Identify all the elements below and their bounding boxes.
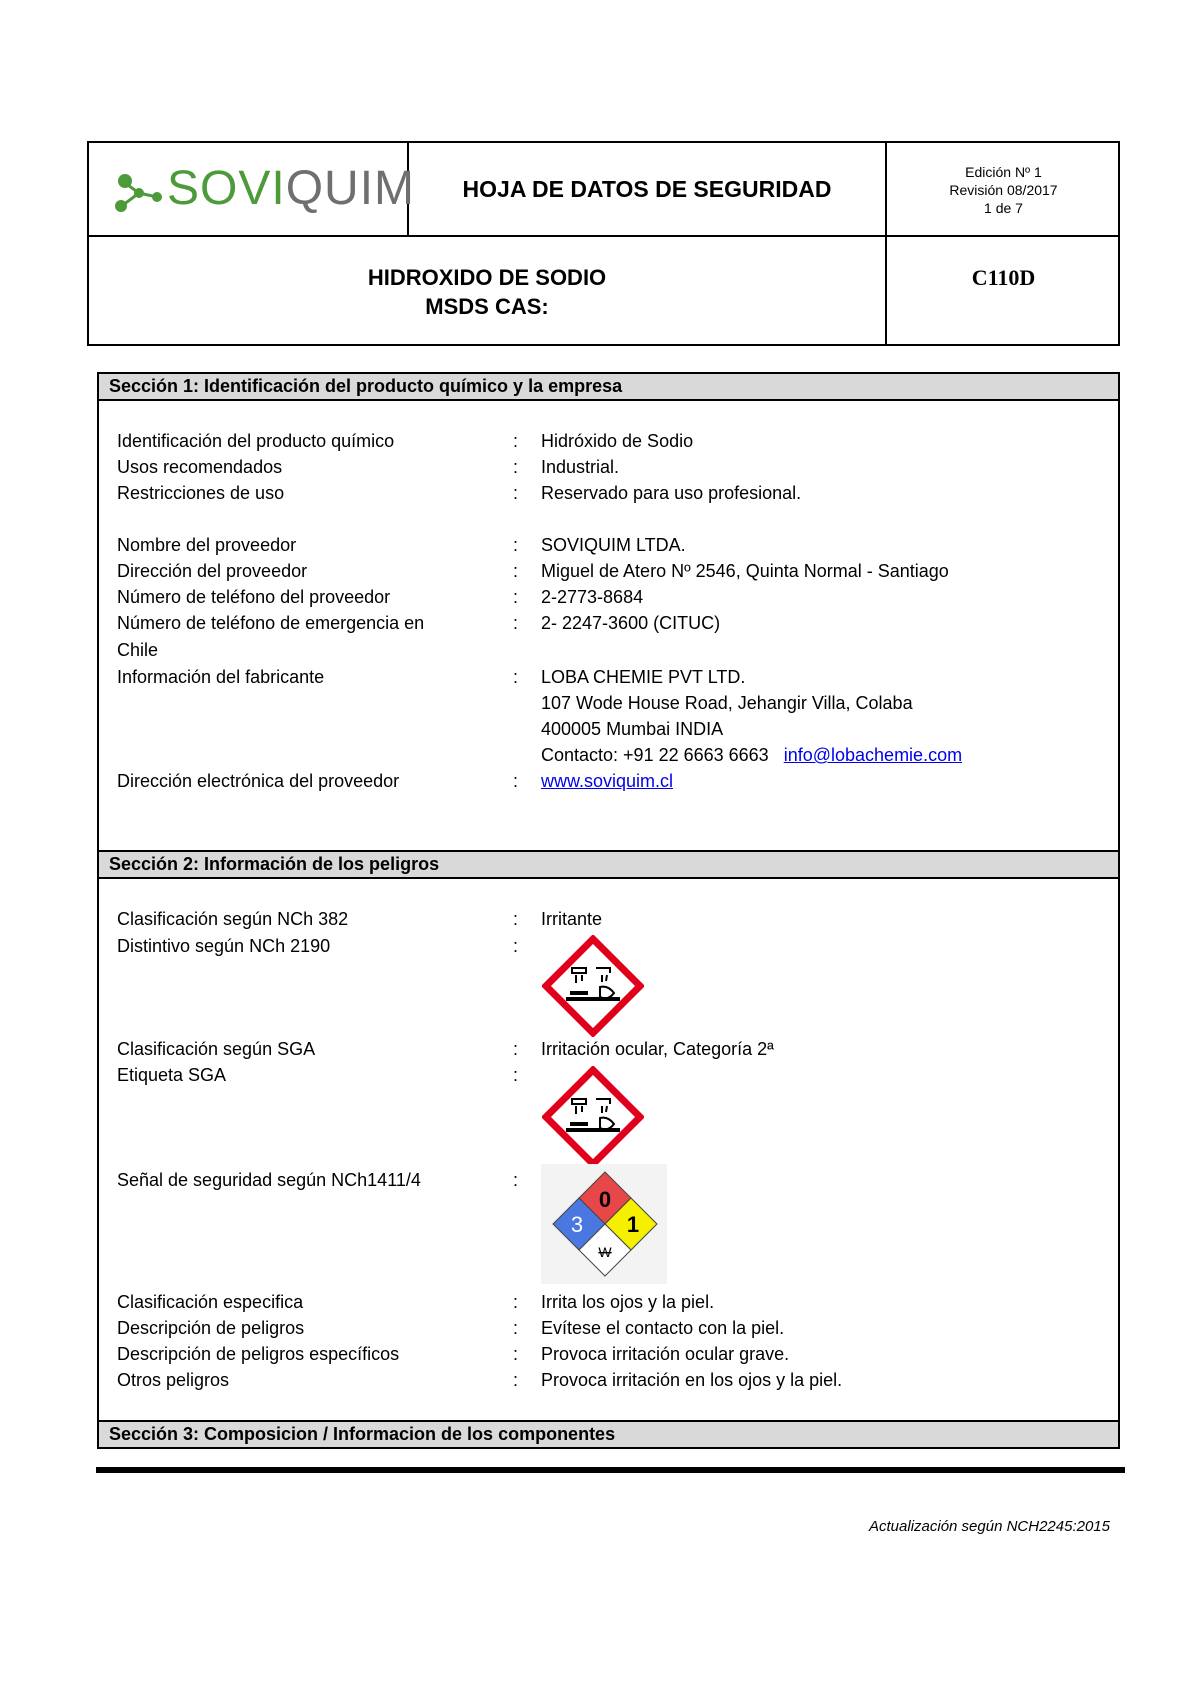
field-value: 107 Wode House Road, Jehangir Villa, Colaba	[541, 693, 913, 713]
field-label: Señal de seguridad según NCh1411/4	[117, 1170, 421, 1190]
field-value: Provoca irritación ocular grave.	[541, 1344, 790, 1364]
product-title	[89, 237, 885, 346]
field-label: Clasificación según SGA	[117, 1039, 316, 1059]
field-value: Irritación ocular, Categoría 2ª	[541, 1039, 774, 1059]
field-value: Provoca irritación en los ojos y la piel.	[541, 1370, 843, 1390]
field-colon: :	[513, 909, 519, 929]
field-colon: :	[513, 1318, 519, 1338]
field-label: Distintivo según NCh 2190	[117, 936, 331, 956]
section-1-title: Sección 1: Identificación del producto químico y la empresa	[97, 372, 1120, 401]
company-logo	[111, 155, 416, 225]
field-value: Irrita los ojos y la piel.	[541, 1292, 715, 1312]
field-label: Restricciones de uso	[117, 483, 285, 503]
field-value: Evítese el contacto con la piel.	[541, 1318, 785, 1338]
nfpa-diamond-icon	[541, 1164, 667, 1284]
field-value: Hidróxido de Sodio	[541, 431, 694, 451]
field-label: Chile	[117, 640, 159, 660]
product-name: HIDROXIDO DE SODIO	[367, 265, 607, 290]
field-colon: :	[513, 667, 519, 687]
logo-wordmark	[167, 161, 415, 216]
field-colon: :	[513, 483, 519, 503]
field-colon: :	[513, 561, 519, 581]
molecule-icon	[111, 163, 167, 219]
field-label: Descripción de peligros específicos	[117, 1344, 400, 1364]
field-value: Reservado para uso profesional.	[541, 483, 802, 503]
field-colon: :	[513, 1292, 519, 1312]
page-count: 1 de 7	[984, 199, 1023, 216]
footer-rule	[96, 1467, 1125, 1473]
field-value: 2-2773-8684	[541, 587, 644, 607]
field-colon: :	[513, 457, 519, 477]
field-label: Descripción de peligros	[117, 1318, 305, 1338]
field-label: Número de teléfono del proveedor	[117, 587, 391, 607]
nfpa-flammability: 0	[598, 1187, 612, 1212]
field-label: Información del fabricante	[117, 667, 325, 687]
field-value: Irritante	[541, 909, 603, 929]
field-label: Clasificación según NCh 382	[117, 909, 349, 929]
field-colon: :	[513, 535, 519, 555]
field-colon: :	[513, 771, 519, 791]
field-colon: :	[513, 936, 519, 956]
field-value	[541, 742, 962, 768]
field-colon: :	[513, 1370, 519, 1390]
logo-text-grey: QUIM	[285, 162, 416, 215]
field-colon: :	[513, 431, 519, 451]
ghs-corrosion-pictogram-icon	[542, 1066, 644, 1168]
product-sub: MSDS CAS:	[425, 294, 549, 319]
section-2-title: Sección 2: Información de los peligros	[97, 850, 1120, 879]
contact-phone: Contacto: +91 22 6663 6663	[541, 745, 769, 765]
document-title: HOJA DE DATOS DE SEGURIDAD	[462, 176, 832, 202]
field-colon: :	[513, 587, 519, 607]
document-header	[87, 141, 1120, 346]
field-label: Etiqueta SGA	[117, 1065, 227, 1085]
field-label: Dirección del proveedor	[117, 561, 308, 581]
section-3-title: Sección 3: Composicion / Informacion de los componentes	[97, 1420, 1120, 1449]
field-label: Identificación del producto químico	[117, 431, 395, 451]
field-colon: :	[513, 1170, 519, 1190]
supplier-website-link[interactable]: www.soviquim.cl	[541, 771, 674, 791]
field-label: Otros peligros	[117, 1370, 230, 1390]
product-code: C110D	[971, 265, 1036, 290]
logo-text-green: SOVI	[167, 162, 286, 215]
field-colon: :	[513, 1039, 519, 1059]
field-label: Clasificación especifica	[117, 1292, 304, 1312]
field-label: Nombre del proveedor	[117, 535, 297, 555]
field-colon: :	[513, 1065, 519, 1085]
field-colon: :	[513, 613, 519, 633]
field-colon: :	[513, 1344, 519, 1364]
field-label: Número de teléfono de emergencia en	[117, 613, 425, 633]
field-label: Dirección electrónica del proveedor	[117, 771, 400, 791]
field-label: Usos recomendados	[117, 457, 283, 477]
edition-info	[887, 143, 1120, 236]
nfpa-special: W	[598, 1244, 612, 1260]
manufacturer-email-link[interactable]: info@lobachemie.com	[783, 745, 963, 765]
nfpa-health: 3	[570, 1212, 584, 1237]
corrosive-pictogram-icon	[542, 935, 644, 1037]
field-value: Industrial.	[541, 457, 620, 477]
field-value	[541, 768, 673, 794]
field-value: 400005 Mumbai INDIA	[541, 719, 724, 739]
field-value: Miguel de Atero Nº 2546, Quinta Normal - Santiago	[541, 561, 949, 581]
revision-date: Revisión 08/2017	[949, 181, 1058, 198]
footer-note: Actualización según NCH2245:2015	[869, 1518, 1110, 1535]
edition-number: Edición Nº 1	[965, 163, 1042, 180]
field-value: SOVIQUIM LTDA.	[541, 535, 686, 555]
field-value: 2- 2247-3600 (CITUC)	[541, 613, 721, 633]
nfpa-reactivity: 1	[626, 1212, 640, 1237]
field-value: LOBA CHEMIE PVT LTD.	[541, 667, 746, 687]
